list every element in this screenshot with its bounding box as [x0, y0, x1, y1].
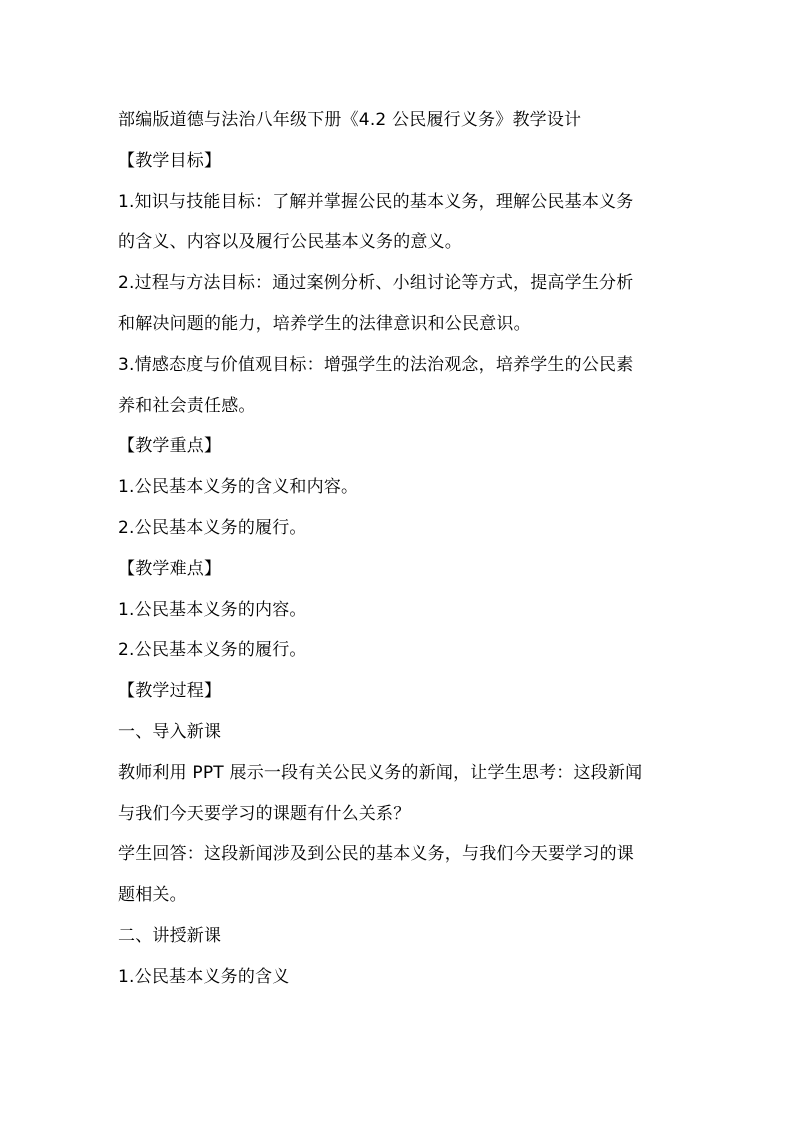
paragraph-line: 1.公民基本义务的含义: [118, 966, 290, 987]
paragraph-line: 的含义、内容以及履行公民基本义务的意义。: [118, 232, 462, 253]
document-body: [118, 100, 678, 998]
paragraph-line: 题相关。: [118, 885, 187, 906]
paragraph-line: 与我们今天要学习的课题有什么关系？: [118, 803, 411, 824]
paragraph-line: 和解决问题的能力，培养学生的法律意识和公民意识。: [118, 313, 531, 334]
section-heading-process: 【教学过程】: [118, 681, 222, 702]
section-heading-difficulties: 【教学难点】: [118, 558, 222, 579]
subsection-heading-new-lesson: 二、讲授新课: [118, 925, 222, 946]
paragraph-line: 2.公民基本义务的履行。: [118, 640, 307, 661]
paragraph-line: 2.公民基本义务的履行。: [118, 517, 307, 538]
subsection-heading-intro: 一、导入新课: [118, 721, 222, 742]
document-title: 部编版道德与法治八年级下册《4.2 公民履行义务》教学设计: [118, 110, 582, 130]
paragraph-line: 教师利用 PPT 展示一段有关公民义务的新闻，让学生思考：这段新闻: [118, 762, 643, 783]
paragraph-line: 学生回答：这段新闻涉及到公民的基本义务，与我们今天要学习的课: [118, 844, 634, 865]
paragraph-line: 1.公民基本义务的含义和内容。: [118, 477, 359, 498]
paragraph-line: 1.知识与技能目标：了解并掌握公民的基本义务，理解公民基本义务: [118, 191, 634, 212]
paragraph-line: 养和社会责任感。: [118, 395, 256, 416]
paragraph-line: 3.情感态度与价值观目标：增强学生的法治观念，培养学生的公民素: [118, 354, 634, 375]
section-heading-key-points: 【教学重点】: [118, 436, 222, 457]
paragraph-line: 2.过程与方法目标：通过案例分析、小组讨论等方式，提高学生分析: [118, 273, 634, 294]
section-heading-objectives: 【教学目标】: [118, 150, 222, 171]
paragraph-line: 1.公民基本义务的内容。: [118, 599, 307, 620]
